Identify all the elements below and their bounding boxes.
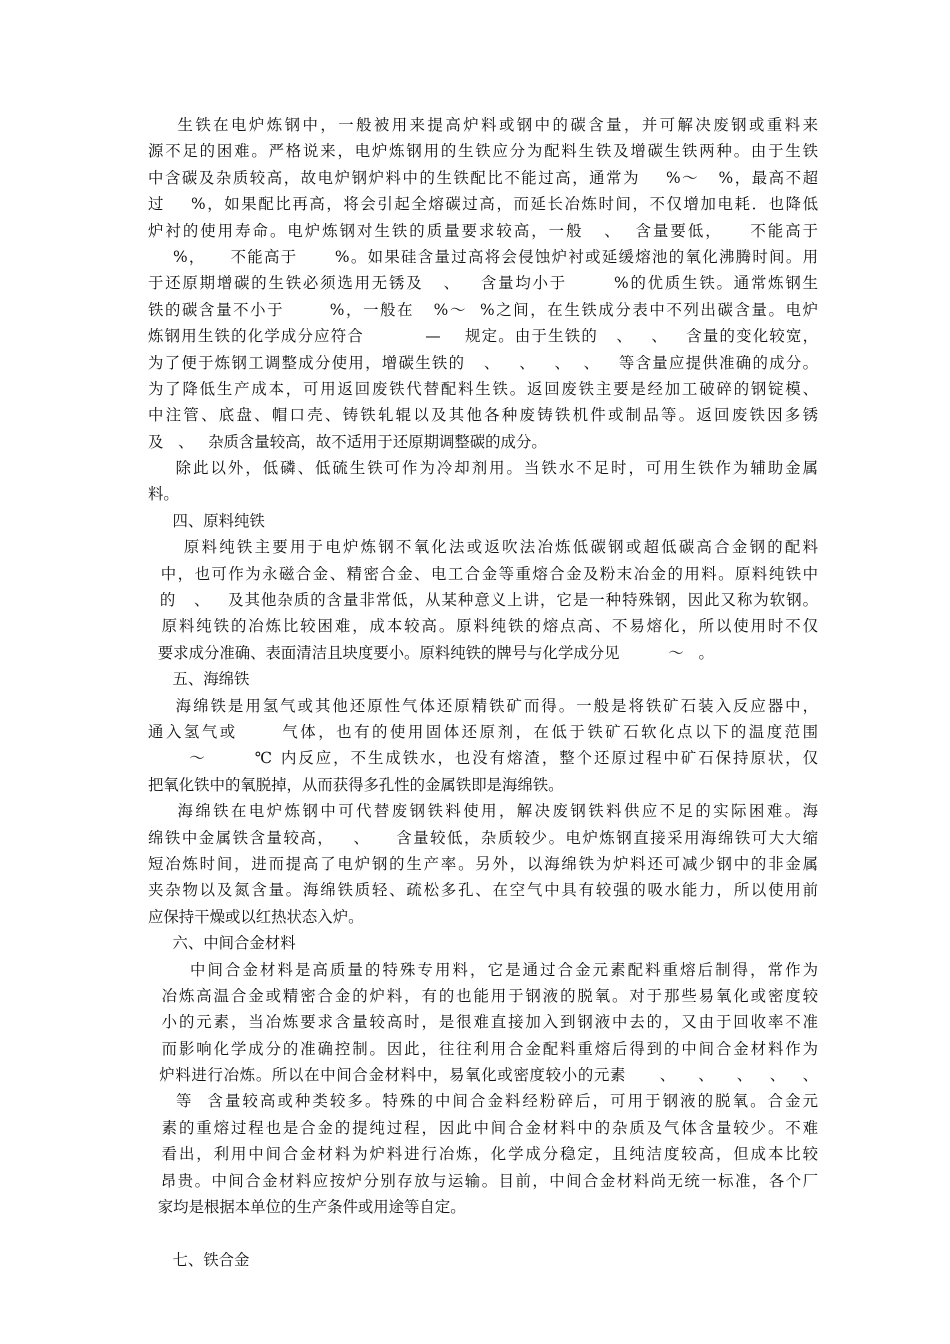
text-line: 生铁在电炉炼钢中，一般被用来提高炉料或钢中的碳含量，并可解决废钢或重料来 [148,116,818,134]
text-line: 于还原期增碳的生铁必须选用无锈及 、 含量均小于 %的优质生铁。通常炼钢生 [148,274,818,293]
text-line: 原料纯铁的冶炼比较困难，成本较高。原料纯铁的熔点高、不易熔化，所以使用时不仅 [148,617,818,636]
text-line: 家均是根据本单位的生产条件或用途等自定。 [148,1198,466,1217]
text-line: 看出，利用中间合金材料为炉料进行冶炼，化学成分稳定，且纯洁度较高，但成本比较 [148,1145,818,1164]
text-line: ～ ℃ 内反应，不生成铁水，也没有熔渣，整个还原过程中矿石保持原状，仅 [148,749,818,768]
text-line: 料。 [148,485,179,504]
text-line: 五、海绵铁 [148,670,250,689]
text-line: 绵铁中金属铁含量较高， 、 含量较低，杂质较少。电炉炼钢直接采用海绵铁可大大缩 [148,828,818,847]
text-line: 为了降低生产成本，可用返回废铁代替配料生铁。返回废铁主要是经加工破碎的钢锭模、 [148,379,818,398]
text-line: 中含碳及杂质较高，故电炉钢炉料中的生铁配比不能过高，通常为 %～ %，最高不超 [148,168,818,187]
text-line: 海绵铁在电炉炼钢中可代替废钢铁料使用，解决废钢铁料供应不足的实际困难。海 [148,802,818,821]
text-line: 中间合金材料是高质量的特殊专用料，它是通过合金元素配料重熔后制得，常作为 [148,960,818,979]
text-line: 六、中间合金材料 [148,934,296,953]
text-line: 四、原料纯铁 [148,511,265,530]
text-line: 而影响化学成分的准确控制。因此，往往利用合金配料重熔后得到的中间合金材料作为 [148,1039,818,1058]
text-line: 过 %，如果配比再高，将会引起全熔碳过高，而延长冶炼时间，不仅增加电耗．也降低 [148,195,818,214]
text-line: 炉衬的使用寿命。电炉炼钢对生铁的质量要求较高，一般 、 含量要低， 不能高于 [148,221,818,240]
text-line: 的 、 及其他杂质的含量非常低，从某种意义上讲，它是一种特殊钢，因此又称为软钢。 [148,591,818,610]
text-line: 冶炼高温合金或精密合金的炉料，有的也能用于钢液的脱氧。对于那些易氧化或密度较 [148,986,818,1005]
text-line: 海绵铁是用氢气或其他还原性气体还原精铁矿而得。一般是将铁矿石装入反应器中， [148,696,818,715]
text-line: 素的重熔过程也是合金的提纯过程，因此中间合金材料中的杂质及气体含量较少。不难 [148,1118,818,1137]
text-line: 中注管、底盘、帽口壳、铸铁轧辊以及其他各种废铸铁机件或制品等。返回废铁因多锈 [148,406,818,425]
text-line: 等 含量较高或种类较多。特殊的中间合金料经粉碎后，可用于钢液的脱氧。合金元 [148,1092,818,1111]
text-line: 短冶炼时间，进而提高了电炉钢的生产率。另外，以海绵铁为炉料还可减少钢中的非金属 [148,854,818,873]
text-line: 源不足的困难。严格说来，电炉炼钢用的生铁应分为配料生铁及增碳生铁两种。由于生铁 [148,142,818,161]
text-line: 为了便于炼钢工调整成分使用，增碳生铁的 、 、 、 、 等含量应提供准确的成分。 [148,353,818,372]
text-line: 及 、 杂质含量较高，故不适用于还原期调整碳的成分。 [148,432,547,451]
text-line: 通入氢气或 气体，也有的使用固体还原剂，在低于铁矿石软化点以下的温度范围 [148,722,818,741]
text-line: 昂贵。中间合金材料应按炉分别存放与运输。目前，中间合金材料尚无统一标准，各个厂 [148,1171,818,1190]
text-line: 七、铁合金 [148,1250,250,1269]
text-line: 铁的碳含量不小于 %，一般在 %～ %之间，在生铁成分表中不列出碳含量。电炉 [148,300,818,319]
text-line: 小的元素，当冶炼要求含量较高时，是很难直接加入到钢液中去的，又由于回收率不准 [148,1013,818,1032]
text-line: 除此以外，低磷、低硫生铁可作为冷却剂用。当铁水不足时，可用生铁作为辅助金属 [148,459,818,478]
text-line: %， 不能高于 %。如果硅含量过高将会侵蚀炉衬或延缓熔池的氧化沸腾时间。用 [148,247,818,266]
text-line: 中，也可作为永磁合金、精密合金、电工合金等重熔合金及粉末冶金的用料。原料纯铁中 [148,564,818,583]
text-line: 要求成分准确、表面清洁且块度要小。原料纯铁的牌号与化学成分见 ～ 。 [148,643,714,662]
text-line: 把氧化铁中的氧脱掉，从而获得多孔性的金属铁即是海绵铁。 [148,775,564,794]
document-page [148,112,818,1273]
text-line: 夹杂物以及氮含量。海绵铁质轻、疏松多孔、在空气中具有较强的吸水能力，所以使用前 [148,881,818,900]
text-line: 炉料进行冶炼。所以在中间合金材料中，易氧化或密度较小的元素 、 、 、 、 、 [148,1066,818,1085]
text-line: 应保持干燥或以红热状态入炉。 [148,907,364,926]
text-line: 原料纯铁主要用于电炉炼钢不氧化法或返吹法冶炼低碳钢或超低碳高合金钢的配料 [148,538,818,557]
text-line: 炼钢用生铁的化学成分应符合 — 规定。由于生铁的 、 、 含量的变化较宽， [148,327,818,346]
text-line [148,1220,818,1246]
